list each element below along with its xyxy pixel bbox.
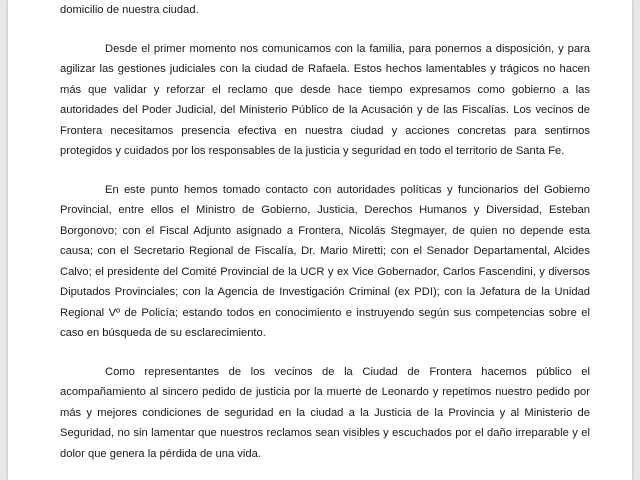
paragraph-1: Desde el primer momento nos comunicamos con la familia, para ponernos a disposición, y para agilizar las gestiones judiciales con la ciudad de Rafaela. Estos hechos lamentables y trágicos no hacen más que validar y reforzar el reclamo que desde hace tiempo expresamos como gobierno a las autoridades del Poder Judicial, del Ministerio Público de la Acusación y de las Fiscalías. Los vecinos de Frontera necesitamos presencia efectiva en nuestra ciudad y acciones concretas para sentirnos protegidos y cuidados por los responsables de la justicia y seguridad en todo el territorio de Santa Fe. <box>60 42 590 157</box>
document-page <box>8 0 632 480</box>
paragraph-3: Como representantes de los vecinos de la Ciudad de Frontera hacemos público el acompañamiento al sincero pedido de justicia por la muerte de Leonardo y repetimos nuestro pedido por más y mejores condiciones de seguridad en la ciudad a la Justicia de la Provincia y al Ministerio de Seguridad, no sin lamentar que nuestros reclamos sean visibles y escuchados por el daño irreparable y el dolor que genera la pérdida de una vida. <box>60 365 590 460</box>
paragraph-0-tail: domicilio de nuestra ciudad. <box>60 4 199 16</box>
paragraph-2: En este punto hemos tomado contacto con autoridades políticas y funcionarios del Gobierno Provincial, entre ellos el Ministro de Gobierno, Justicia, Derechos Humanos y Diversidad, Esteban Borgonovo; con el Fiscal Adjunto asignado a Frontera, Nicolás Stegmayer, de quien no depende esta causa; con el Secretario Regional de Fiscalía, Dr. Mario Miretti; con el Senador Departamental, Alcides Calvo; el presidente del Comité Provincial de la UCR y ex Vice Gobernador, Carlos Fascendini, y diversos Diputados Provinciales; con la Agencia de Investigación Criminal (ex PDI); con la Jefatura de la Unidad Regional Vº de Policía; estando todos en conocimiento e instruyendo según sus competencias sobre el caso en búsqueda de su esclarecimiento. <box>60 183 590 339</box>
document-body <box>60 0 590 464</box>
